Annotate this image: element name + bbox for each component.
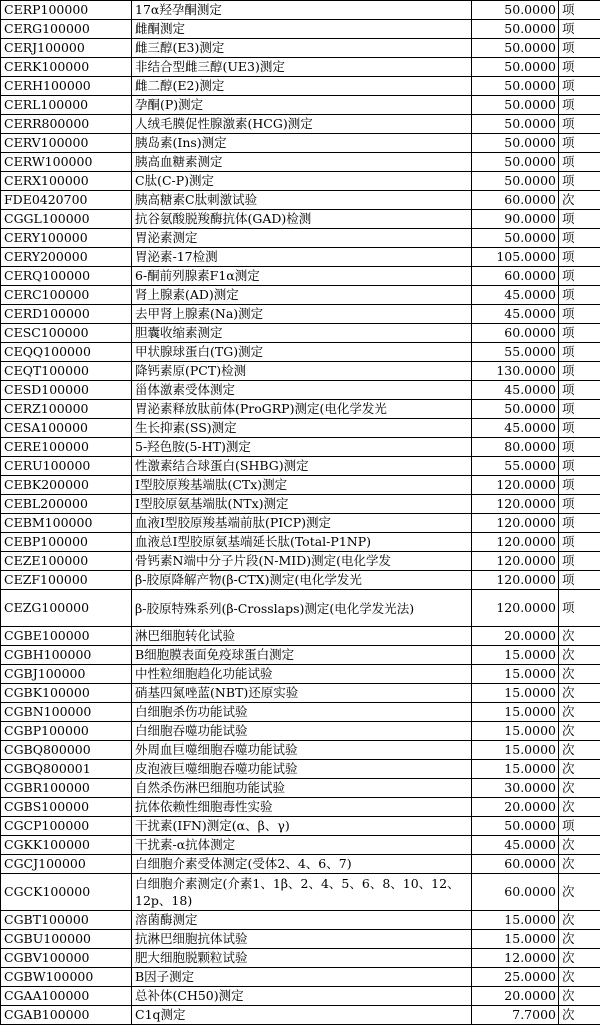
item-price-cell: 120.0000 — [472, 495, 559, 514]
item-code-cell: CGAA100000 — [1, 987, 132, 1006]
item-price-cell: 15.0000 — [472, 911, 559, 930]
item-price-cell: 55.0000 — [472, 343, 559, 362]
item-code-cell: CERJ100000 — [1, 39, 132, 58]
item-price-cell: 30.0000 — [472, 779, 559, 798]
item-code-cell: CGBW100000 — [1, 968, 132, 987]
item-code-cell: CERU100000 — [1, 457, 132, 476]
item-unit-cell: 项 — [559, 115, 600, 134]
item-price-cell: 15.0000 — [472, 646, 559, 665]
item-unit-cell: 项 — [559, 96, 600, 115]
item-name-cell: 生长抑素(SS)测定 — [132, 419, 472, 438]
item-name-cell: 淋巴细胞转化试验 — [132, 627, 472, 646]
item-code-cell: CERW100000 — [1, 153, 132, 172]
item-code-cell: CGGL100000 — [1, 210, 132, 229]
item-unit-cell: 项 — [559, 58, 600, 77]
item-unit-cell: 次 — [559, 930, 600, 949]
item-price-cell: 50.0000 — [472, 115, 559, 134]
item-unit-cell: 项 — [559, 77, 600, 96]
item-price-cell: 120.0000 — [472, 552, 559, 571]
item-code-cell: CEBK200000 — [1, 476, 132, 495]
item-name-cell: 肥大细胞脱颗粒试验 — [132, 949, 472, 968]
item-price-cell: 120.0000 — [472, 514, 559, 533]
item-name-cell: 胆囊收缩素测定 — [132, 324, 472, 343]
item-unit-cell: 项 — [559, 1, 600, 20]
item-unit-cell: 项 — [559, 153, 600, 172]
item-name-cell: β-胶原特殊系列(β-Crosslaps)测定(电化学发光法) — [132, 590, 472, 627]
item-unit-cell: 次 — [559, 874, 600, 911]
item-unit-cell: 项 — [559, 286, 600, 305]
item-unit-cell: 次 — [559, 646, 600, 665]
item-price-cell: 50.0000 — [472, 39, 559, 58]
item-code-cell: CERL100000 — [1, 96, 132, 115]
item-unit-cell: 项 — [559, 39, 600, 58]
item-price-cell: 120.0000 — [472, 533, 559, 552]
item-unit-cell: 次 — [559, 760, 600, 779]
item-price-cell: 120.0000 — [472, 571, 559, 590]
item-name-cell: B因子测定 — [132, 968, 472, 987]
item-name-cell: 自然杀伤淋巴细胞功能试验 — [132, 779, 472, 798]
table-row — [1, 949, 600, 968]
item-code-cell: CGBR100000 — [1, 779, 132, 798]
table-row — [1, 571, 600, 590]
table-row — [1, 96, 600, 115]
item-price-cell: 15.0000 — [472, 760, 559, 779]
item-price-cell: 45.0000 — [472, 419, 559, 438]
item-unit-cell: 次 — [559, 968, 600, 987]
item-unit-cell: 项 — [559, 20, 600, 39]
table-row — [1, 930, 600, 949]
item-name-cell: 肾上腺素(AD)测定 — [132, 286, 472, 305]
item-code-cell: CGBJ100000 — [1, 665, 132, 684]
item-name-cell: 白细胞介素受体测定(受体2、4、6、7) — [132, 855, 472, 874]
item-code-cell: CGBU100000 — [1, 930, 132, 949]
table-row — [1, 39, 600, 58]
item-code-cell: CGAB100000 — [1, 1006, 132, 1025]
table-row — [1, 665, 600, 684]
item-name-cell: 去甲肾上腺素(Na)测定 — [132, 305, 472, 324]
item-unit-cell: 项 — [559, 571, 600, 590]
item-name-cell: 胃泌素-17检测 — [132, 248, 472, 267]
item-unit-cell: 次 — [559, 722, 600, 741]
item-name-cell: 总补体(CH50)测定 — [132, 987, 472, 1006]
item-unit-cell: 项 — [559, 590, 600, 627]
table-row — [1, 987, 600, 1006]
item-name-cell: 胰高糖素C肽刺激试验 — [132, 191, 472, 210]
item-price-cell: 15.0000 — [472, 684, 559, 703]
item-price-cell: 15.0000 — [472, 741, 559, 760]
item-price-cell: 50.0000 — [472, 172, 559, 191]
table-row — [1, 627, 600, 646]
item-price-cell: 45.0000 — [472, 381, 559, 400]
item-code-cell: CGCK100000 — [1, 874, 132, 911]
item-price-cell: 15.0000 — [472, 930, 559, 949]
item-code-cell: CERZ100000 — [1, 400, 132, 419]
item-name-cell: 胰高血糖素测定 — [132, 153, 472, 172]
table-row — [1, 20, 600, 39]
item-code-cell: CGBH100000 — [1, 646, 132, 665]
item-price-cell: 50.0000 — [472, 134, 559, 153]
table-row — [1, 1006, 600, 1025]
item-name-cell: 雌三醇(E3)测定 — [132, 39, 472, 58]
table-row — [1, 362, 600, 381]
item-code-cell: CERX100000 — [1, 172, 132, 191]
table-row — [1, 779, 600, 798]
item-name-cell: Ⅰ型胶原羧基端肽(CTx)测定 — [132, 476, 472, 495]
table-row — [1, 438, 600, 457]
item-code-cell: CERR800000 — [1, 115, 132, 134]
item-unit-cell: 次 — [559, 665, 600, 684]
table-row — [1, 798, 600, 817]
table-row — [1, 514, 600, 533]
item-price-cell: 60.0000 — [472, 874, 559, 911]
item-code-cell: CGBP100000 — [1, 722, 132, 741]
item-name-cell: 人绒毛膜促性腺激素(HCG)测定 — [132, 115, 472, 134]
item-code-cell: CERH100000 — [1, 77, 132, 96]
item-unit-cell: 项 — [559, 533, 600, 552]
item-unit-cell: 项 — [559, 324, 600, 343]
item-price-cell: 50.0000 — [472, 229, 559, 248]
table-row — [1, 911, 600, 930]
item-code-cell: CESA100000 — [1, 419, 132, 438]
item-unit-cell: 次 — [559, 741, 600, 760]
item-name-cell: 中性粒细胞趋化功能试验 — [132, 665, 472, 684]
item-name-cell: 血液总Ⅰ型胶原氨基端延长肽(Total-P1NP) — [132, 533, 472, 552]
table-row — [1, 855, 600, 874]
item-name-cell: 雌酮测定 — [132, 20, 472, 39]
item-code-cell: CERY100000 — [1, 229, 132, 248]
item-unit-cell: 次 — [559, 836, 600, 855]
item-code-cell: CEZE100000 — [1, 552, 132, 571]
item-price-cell: 50.0000 — [472, 153, 559, 172]
table-row — [1, 590, 600, 627]
table-row — [1, 115, 600, 134]
table-row — [1, 153, 600, 172]
item-unit-cell: 次 — [559, 855, 600, 874]
table-row — [1, 703, 600, 722]
item-price-cell: 15.0000 — [472, 665, 559, 684]
item-price-cell: 20.0000 — [472, 798, 559, 817]
item-name-cell: 白细胞介素测定(介素1、1β、2、4、5、6、8、10、12、12p、18) — [132, 874, 472, 911]
item-code-cell: CEZF100000 — [1, 571, 132, 590]
item-name-cell: 抗谷氨酸脱羧酶抗体(GAD)检测 — [132, 210, 472, 229]
table-row — [1, 817, 600, 836]
item-unit-cell: 项 — [559, 817, 600, 836]
item-name-cell: 降钙素原(PCT)检测 — [132, 362, 472, 381]
item-unit-cell: 项 — [559, 476, 600, 495]
item-code-cell: CEQT100000 — [1, 362, 132, 381]
item-price-cell: 15.0000 — [472, 722, 559, 741]
item-code-cell: CERY200000 — [1, 248, 132, 267]
item-unit-cell: 项 — [559, 229, 600, 248]
table-row — [1, 77, 600, 96]
table-row — [1, 836, 600, 855]
table-row — [1, 722, 600, 741]
item-price-cell: 60.0000 — [472, 324, 559, 343]
item-unit-cell: 项 — [559, 267, 600, 286]
item-unit-cell: 项 — [559, 248, 600, 267]
table-row — [1, 419, 600, 438]
table-row — [1, 684, 600, 703]
table-row — [1, 495, 600, 514]
item-name-cell: 白细胞杀伤功能试验 — [132, 703, 472, 722]
item-unit-cell: 项 — [559, 419, 600, 438]
item-code-cell: CERE100000 — [1, 438, 132, 457]
item-unit-cell: 项 — [559, 400, 600, 419]
item-name-cell: C1q测定 — [132, 1006, 472, 1025]
item-code-cell: CGBV100000 — [1, 949, 132, 968]
table-row — [1, 229, 600, 248]
item-price-cell: 50.0000 — [472, 20, 559, 39]
table-row — [1, 191, 600, 210]
item-name-cell: 血液Ⅰ型胶原羧基端前肽(PICP)测定 — [132, 514, 472, 533]
item-code-cell: CEBL200000 — [1, 495, 132, 514]
item-name-cell: 胃泌素释放肽前体(ProGRP)测定(电化学发光 — [132, 400, 472, 419]
item-name-cell: 5-羟色胺(5-HT)测定 — [132, 438, 472, 457]
item-price-cell: 120.0000 — [472, 590, 559, 627]
item-price-cell: 130.0000 — [472, 362, 559, 381]
item-code-cell: CERD100000 — [1, 305, 132, 324]
item-code-cell: CERP100000 — [1, 1, 132, 20]
table-row — [1, 248, 600, 267]
item-code-cell: CERV100000 — [1, 134, 132, 153]
item-code-cell: CESC100000 — [1, 324, 132, 343]
item-price-cell: 25.0000 — [472, 968, 559, 987]
item-unit-cell: 次 — [559, 684, 600, 703]
item-price-cell: 50.0000 — [472, 77, 559, 96]
table-row — [1, 134, 600, 153]
item-unit-cell: 项 — [559, 381, 600, 400]
item-code-cell: CGBE100000 — [1, 627, 132, 646]
item-name-cell: 抗淋巴细胞抗体试验 — [132, 930, 472, 949]
item-unit-cell: 项 — [559, 172, 600, 191]
item-name-cell: 干扰素-α抗体测定 — [132, 836, 472, 855]
item-name-cell: 外周血巨噬细胞吞噬功能试验 — [132, 741, 472, 760]
item-price-cell: 50.0000 — [472, 817, 559, 836]
item-code-cell: CGBS100000 — [1, 798, 132, 817]
item-unit-cell: 项 — [559, 343, 600, 362]
item-name-cell: 甾体激素受体测定 — [132, 381, 472, 400]
item-name-cell: 胰岛素(Ins)测定 — [132, 134, 472, 153]
table-row — [1, 305, 600, 324]
item-code-cell: CGBN100000 — [1, 703, 132, 722]
item-price-cell: 20.0000 — [472, 987, 559, 1006]
table-row — [1, 1, 600, 20]
item-code-cell: CERK100000 — [1, 58, 132, 77]
table-row — [1, 210, 600, 229]
item-name-cell: B细胞膜表面免疫球蛋白测定 — [132, 646, 472, 665]
item-unit-cell: 项 — [559, 457, 600, 476]
item-name-cell: 硝基四氮唑蓝(NBT)还原实验 — [132, 684, 472, 703]
table-row — [1, 741, 600, 760]
item-name-cell: 白细胞吞噬功能试验 — [132, 722, 472, 741]
table-row — [1, 58, 600, 77]
item-name-cell: 6-酮前列腺素F1α测定 — [132, 267, 472, 286]
item-name-cell: 胃泌素测定 — [132, 229, 472, 248]
item-price-cell: 55.0000 — [472, 457, 559, 476]
item-code-cell: CEBM100000 — [1, 514, 132, 533]
item-unit-cell: 次 — [559, 779, 600, 798]
item-code-cell: CERG100000 — [1, 20, 132, 39]
item-price-cell: 7.7000 — [472, 1006, 559, 1025]
item-unit-cell: 次 — [559, 798, 600, 817]
item-price-cell: 45.0000 — [472, 286, 559, 305]
item-unit-cell: 次 — [559, 703, 600, 722]
item-unit-cell: 项 — [559, 552, 600, 571]
item-price-cell: 20.0000 — [472, 627, 559, 646]
item-unit-cell: 项 — [559, 514, 600, 533]
item-price-cell: 90.0000 — [472, 210, 559, 229]
item-price-cell: 50.0000 — [472, 96, 559, 115]
item-code-cell: CERQ100000 — [1, 267, 132, 286]
table-row — [1, 968, 600, 987]
item-price-cell: 12.0000 — [472, 949, 559, 968]
table-row — [1, 476, 600, 495]
item-code-cell: CEBP100000 — [1, 533, 132, 552]
item-name-cell: 干扰素(IFN)测定(α、β、γ) — [132, 817, 472, 836]
item-price-cell: 15.0000 — [472, 703, 559, 722]
table-body — [1, 1, 600, 1025]
item-name-cell: 非结合型雌三醇(UE3)测定 — [132, 58, 472, 77]
item-name-cell: 骨钙素N端中分子片段(N-MID)测定(电化学发 — [132, 552, 472, 571]
table-row — [1, 760, 600, 779]
item-code-cell: CESD100000 — [1, 381, 132, 400]
item-code-cell: CERC100000 — [1, 286, 132, 305]
item-code-cell: CGCJ100000 — [1, 855, 132, 874]
table-row — [1, 324, 600, 343]
table-row — [1, 874, 600, 911]
table-row — [1, 267, 600, 286]
item-unit-cell: 项 — [559, 495, 600, 514]
item-price-cell: 60.0000 — [472, 855, 559, 874]
item-price-cell: 45.0000 — [472, 836, 559, 855]
item-code-cell: CEQQ100000 — [1, 343, 132, 362]
item-unit-cell: 次 — [559, 627, 600, 646]
item-name-cell: 溶菌酶测定 — [132, 911, 472, 930]
item-code-cell: CGKK100000 — [1, 836, 132, 855]
item-code-cell: CGBT100000 — [1, 911, 132, 930]
item-unit-cell: 项 — [559, 210, 600, 229]
table-row — [1, 646, 600, 665]
item-unit-cell: 次 — [559, 949, 600, 968]
item-name-cell: 17α羟孕酮测定 — [132, 1, 472, 20]
item-price-cell: 60.0000 — [472, 267, 559, 286]
item-name-cell: β-胶原降解产物(β-CTX)测定(电化学发光 — [132, 571, 472, 590]
item-unit-cell: 项 — [559, 305, 600, 324]
item-price-cell: 60.0000 — [472, 191, 559, 210]
item-code-cell: CGCP100000 — [1, 817, 132, 836]
item-name-cell: C肽(C-P)测定 — [132, 172, 472, 191]
item-price-cell: 50.0000 — [472, 400, 559, 419]
item-unit-cell: 次 — [559, 987, 600, 1006]
table-row — [1, 172, 600, 191]
table-row — [1, 286, 600, 305]
item-code-cell: CGBK100000 — [1, 684, 132, 703]
item-price-cell: 105.0000 — [472, 248, 559, 267]
table-row — [1, 400, 600, 419]
item-price-cell: 50.0000 — [472, 58, 559, 77]
table-row — [1, 552, 600, 571]
item-unit-cell: 次 — [559, 191, 600, 210]
item-name-cell: 孕酮(P)测定 — [132, 96, 472, 115]
item-name-cell: Ⅰ型胶原氨基端肽(NTx)测定 — [132, 495, 472, 514]
item-name-cell: 性激素结合球蛋白(SHBG)测定 — [132, 457, 472, 476]
item-code-cell: FDE0420700 — [1, 191, 132, 210]
item-name-cell: 雌二醇(E2)测定 — [132, 77, 472, 96]
item-name-cell: 甲状腺球蛋白(TG)测定 — [132, 343, 472, 362]
table-row — [1, 343, 600, 362]
table-row — [1, 457, 600, 476]
item-unit-cell: 项 — [559, 134, 600, 153]
item-price-cell: 80.0000 — [472, 438, 559, 457]
table-row — [1, 533, 600, 552]
item-unit-cell: 次 — [559, 1006, 600, 1025]
item-unit-cell: 次 — [559, 911, 600, 930]
item-price-cell: 45.0000 — [472, 305, 559, 324]
item-name-cell: 抗体依赖性细胞毒性实验 — [132, 798, 472, 817]
item-unit-cell: 项 — [559, 438, 600, 457]
item-code-cell: CGBQ800001 — [1, 760, 132, 779]
item-unit-cell: 项 — [559, 362, 600, 381]
table-row — [1, 381, 600, 400]
item-code-cell: CEZG100000 — [1, 590, 132, 627]
item-name-cell: 皮泡液巨噬细胞吞噬功能试验 — [132, 760, 472, 779]
item-price-cell: 120.0000 — [472, 476, 559, 495]
item-price-cell: 50.0000 — [472, 1, 559, 20]
item-code-cell: CGBQ800000 — [1, 741, 132, 760]
